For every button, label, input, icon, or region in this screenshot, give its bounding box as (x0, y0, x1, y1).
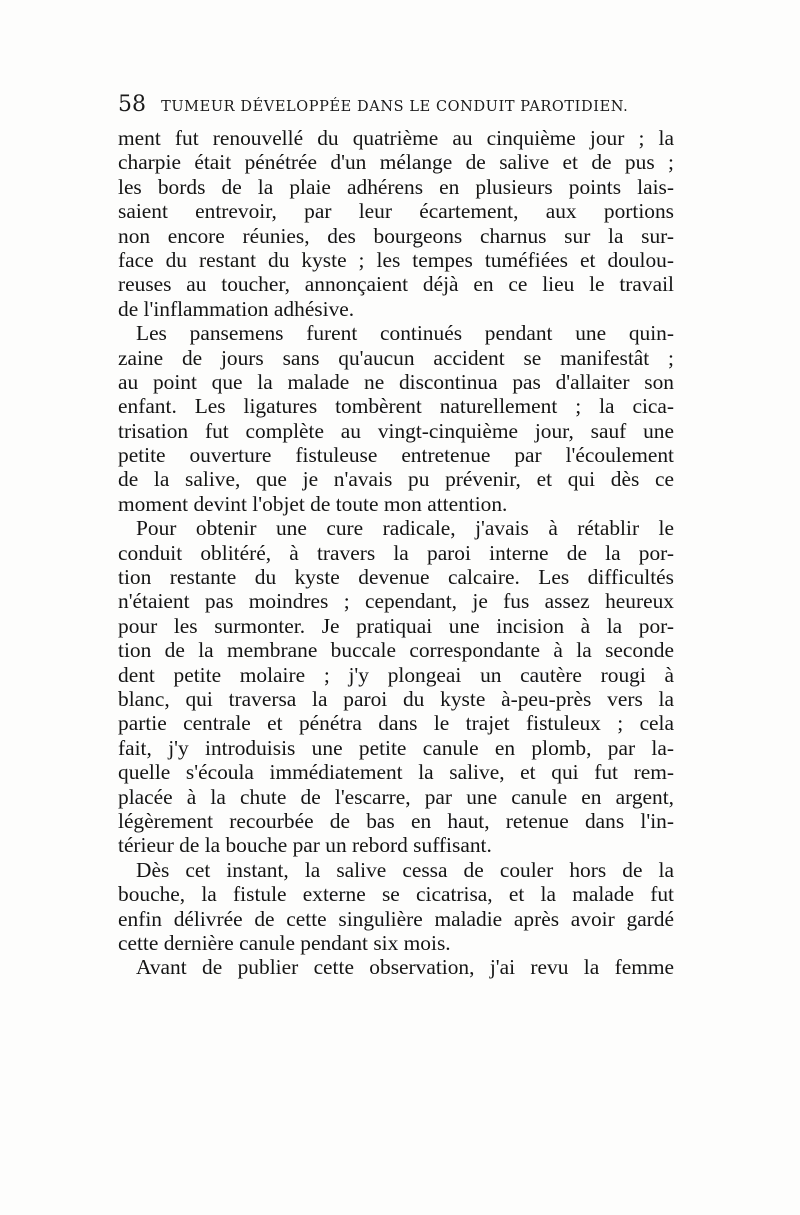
text-line: ment fut renouvellé du quatrième au cinquième jour ; la (118, 126, 674, 150)
text-line: Dès cet instant, la salive cessa de couler hors de la (136, 857, 674, 882)
text-line: Pour obtenir une cure radicale, j'avais à rétablir le (136, 516, 674, 541)
text-line: placée à la chute de l'escarre, par une canule en argent, (118, 784, 674, 809)
text-line: dent petite molaire ; j'y plongeai un cautère rougi à (118, 662, 674, 687)
text-line: légèrement recourbée de bas en haut, retenue dans l'in- (118, 808, 674, 833)
text-line: de la salive, que je n'avais pu prévenir, et qui dès ce (118, 467, 674, 492)
paragraph-5 (118, 955, 674, 979)
text-line: trisation fut complète au vingt-cinquième jour, sauf une (118, 418, 674, 443)
text-line: charpie était pénétrée d'un mélange de salive et de pus ; (118, 150, 674, 175)
text-line: moment devint l'objet de toute mon attention. (118, 491, 508, 516)
text-line: reuses au toucher, annonçaient déjà en ce lieu le travail (118, 272, 674, 297)
text-line: quelle s'écoula immédiatement la salive, et qui fut rem- (118, 760, 674, 785)
running-title: TUMEUR DÉVELOPPÉE DANS LE CONDUIT PAROTIDIEN. (161, 99, 629, 115)
text-line: térieur de la bouche par un rebord suffisant. (118, 833, 492, 858)
paragraph-4 (118, 858, 674, 956)
page-number: 58 (118, 92, 146, 117)
paragraph-2 (118, 321, 674, 516)
text-line: cette dernière canule pendant six mois. (118, 930, 451, 955)
text-line: partie centrale et pénétra dans le trajet fistuleux ; cela (118, 711, 674, 736)
text-line: blanc, qui traversa la paroi du kyste à-peu-près vers la (118, 686, 674, 711)
text-line: les bords de la plaie adhérens en plusieurs points lais- (118, 174, 674, 199)
text-line: petite ouverture fistuleuse entretenue par l'écoulement (118, 443, 674, 468)
text-line: au point que la malade ne discontinua pas d'allaiter son (118, 369, 674, 394)
text-line: tion de la membrane buccale correspondante à la seconde (118, 638, 674, 663)
text-line: enfant. Les ligatures tombèrent naturellement ; la cica- (118, 394, 674, 419)
text-line: Les pansemens furent continués pendant une quin- (136, 321, 674, 346)
text-line: saient entrevoir, par leur écartement, aux portions (118, 199, 674, 224)
text-line: tion restante du kyste devenue calcaire. Les difficultés (118, 565, 674, 590)
text-line: conduit oblitéré, à travers la paroi interne de la por- (118, 540, 674, 565)
body-text (118, 126, 674, 980)
text-line: enfin délivrée de cette singulière maladie après avoir gardé (118, 906, 674, 931)
text-line: de l'inflammation adhésive. (118, 296, 355, 321)
text-line: non encore réunies, des bourgeons charnus sur la sur- (118, 223, 674, 248)
text-line: fait, j'y introduisis une petite canule en plomb, par la- (118, 735, 674, 760)
paragraph-1 (118, 126, 674, 321)
text-line: Avant de publier cette observation, j'ai revu la femme (136, 955, 674, 980)
page-header (118, 92, 678, 122)
paragraph-3 (118, 516, 674, 857)
text-line: n'étaient pas moindres ; cependant, je fus assez heureux (118, 589, 674, 614)
text-line: face du restant du kyste ; les tempes tuméfiées et doulou- (118, 247, 674, 272)
text-line: pour les surmonter. Je pratiquai une incision à la por- (118, 613, 674, 638)
text-line: zaine de jours sans qu'aucun accident se manifestât ; (118, 345, 674, 370)
text-line: bouche, la fistule externe se cicatrisa, et la malade fut (118, 882, 674, 907)
